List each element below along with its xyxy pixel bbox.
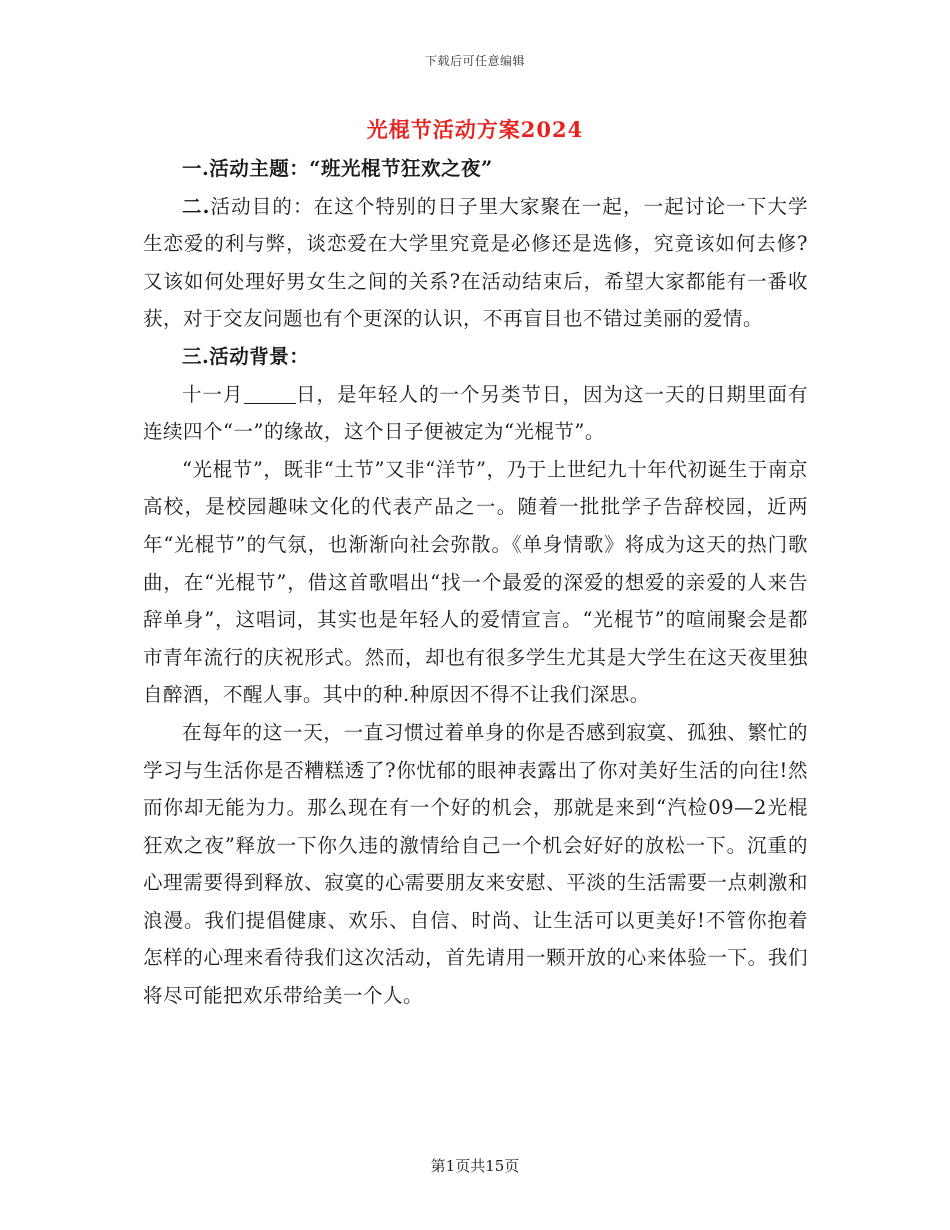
background-paragraph-1-before: 十一月: [182, 382, 244, 406]
section-theme-label: 一.活动主题：: [182, 157, 310, 180]
background-paragraph-1-after: 日，是年轻人的一个另类节日，因为这一天的日期里面有连续四个“一”的缘故，这个日子便被定为“光棍节”。: [143, 382, 808, 444]
document-title: 光棍节活动方案2024: [366, 117, 584, 142]
section-purpose-text: 活动目的：在这个特别的日子里大家聚在一起，一起讨论一下大学生恋爱的利与弊，谈恋爱在大学里究竟是必修还是选修，究竟该如何去修?又该如何处理好男女生之间的关系?在活动结束后，希望大家都能有一番收获，对于交友问题也有个更深的认识，不再盲目也不错过美丽的爱情。: [143, 194, 808, 331]
background-paragraph-2: “光棍节”，既非“土节”又非“洋节”，乃于上世纪九十年代初诞生于南京高校，是校园趣味文化的代表产品之一。随着一批批学子告辞校园，近两年“光棍节”的气氛，也渐渐向社会弥散。《单身情歌》将成为这天的热门歌曲，在“光棍节”，借这首歌唱出“找一个最爱的深爱的想爱的亲爱的人来告辞单身”，这唱词，其实也是年轻人的爱情宣言。“光棍节”的喧闹聚会是都市青年流行的庆祝形式。然而，却也有很多学生尤其是大学生在这天夜里独自醉酒，不醒人事。其中的种.种原因不得不让我们深思。: [143, 457, 808, 707]
date-blank-line: [244, 383, 296, 404]
section-background-label: 三.活动背景：: [182, 344, 310, 368]
section-purpose: [143, 188, 808, 338]
page-number-footer: 第1页共15页: [430, 1157, 520, 1175]
document-body: [143, 150, 808, 1015]
section-purpose-label: 二.: [182, 194, 210, 218]
background-paragraph-1: [143, 376, 808, 451]
section-theme: [143, 150, 808, 188]
header-note: 下载后可任意编辑: [424, 54, 525, 68]
section-background: [143, 338, 808, 376]
section-theme-text: “班光棍节狂欢之夜”: [309, 157, 493, 180]
background-paragraph-3: 在每年的这一天，一直习惯过着单身的你是否感到寂寞、孤独、繁忙的学习与生活你是否糟糕透了?你忧郁的眼神表露出了你对美好生活的向往!然而你却无能为力。那么现在有一个好的机会，那就是来到“汽检09—2光棍狂欢之夜”释放一下你久违的激情给自己一个机会好好的放松一下。沉重的心理需要得到释放、寂寞的心需要朋友来安慰、平淡的生活需要一点刺激和浪漫。我们提倡健康、欢乐、自信、时尚、让生活可以更美好!不管你抱着怎样的心理来看待我们这次活动，首先请用一颗开放的心来体验一下。我们将尽可能把欢乐带给美一个人。: [143, 720, 808, 1008]
